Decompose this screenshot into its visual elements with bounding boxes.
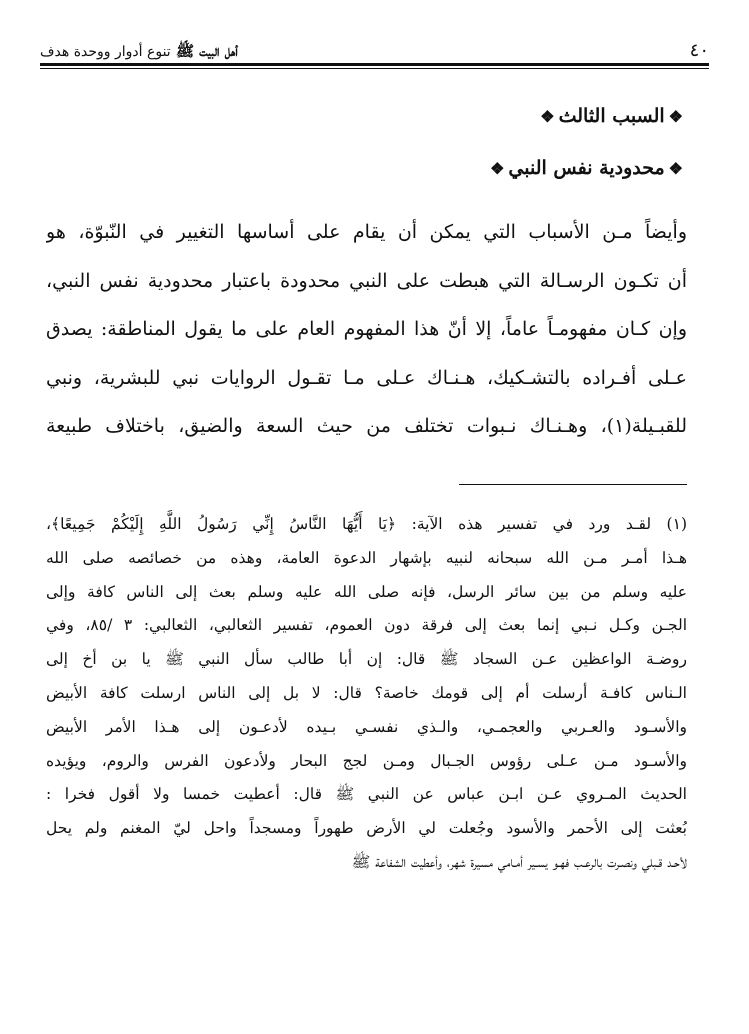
footnote-line: الـناس كافـة أرسلت أم إلى قومك خاصة؟ قال: لا بل إلى الناس ارسلت كافة الأبيض: [46, 683, 687, 702]
page-number: ٤٠: [689, 40, 709, 61]
heading-text: محدودية نفس النبي: [508, 157, 665, 179]
footnote-line: والأسـود مـن عـلى رؤوس الجـبال ومـن لجج البحار ولأدعون الفرس والروم، ويؤيده: [46, 751, 687, 770]
footnote-line: بُعثت إلى الأحمر والأسود وجُعلت لي الأرض طهوراً ومسجداً واحل ليّ المغنم ولم يحل: [46, 819, 687, 838]
running-title-main: أهل البيت ﷺ: [175, 42, 238, 60]
running-header: [40, 34, 709, 62]
footnote-line: (١) لقـد ورد في تفسير هذه الآية: ﴿يَا أَيُّهَا النَّاسُ إِنِّي رَسُولُ اللَّهِ إِلَيْكُمْ جَمِيعًا﴾،: [46, 515, 687, 533]
section-heading-limited-soul: [486, 154, 687, 183]
running-title-sub: تنوع أدوار ووحدة هدف: [40, 44, 171, 60]
footnote-separator: [459, 484, 687, 485]
footnote-line: عليه وسلم من بين سائر الرسل، فإنه صلى الله عليه وسلم بعث إلى الناس كافة وإلى: [46, 582, 687, 601]
running-title: [40, 41, 238, 62]
footnote-line: الجـن وكـل نـبي إنما بعث إلى فرقة دون العموم، تفسير الثعالبي، الثعالبي: ٣ /٨٥، وفي: [46, 616, 687, 635]
header-rule: [40, 63, 709, 69]
body-paragraph: [46, 208, 687, 451]
heading-text: السبب الثالث: [558, 105, 665, 127]
body-line: وإن كـان مفهومـاً عاماً، إلا أنّ هذا المفهوم العام على ما يقول المناطقة: يصدق: [46, 318, 687, 340]
footnote: [46, 508, 687, 880]
footnote-line: الحديث المـروي عـن ابـن عباس عن النبي ﷺ قال: أعطيت خمسا ولا أقول فخرا :: [46, 785, 687, 804]
body-line: عـلى أفـراده بالتشـكيك، هـنـاك عـلى مـا تقـول الروايات نبي للبشرية، ونبي: [46, 366, 687, 389]
diamond-ornament-icon: ❖: [490, 159, 505, 178]
section-heading-reason-three: [536, 102, 687, 131]
diamond-ornament-icon: ❖: [668, 159, 683, 178]
body-line: وأيضاً مـن الأسباب التي يمكن أن يقام على أساسها التغيير في النّبوّة، هو: [46, 221, 687, 243]
body-line: للقبـيلة(١)، وهـنـاك نـبوات تختلف من حيث السعة والضيق، باختلاف طبيعة: [46, 415, 687, 437]
footnote-line: هـذا أمـر مـن الله سبحانه لنبيه بإشهار الدعوة العامة، وهذه من خصائصه صلى الله: [46, 548, 687, 567]
diamond-ornament-icon: ❖: [668, 107, 683, 126]
body-line: أن تكـون الرسـالة التي هبطت على النبي محدودة باعتبار محدودية نفس النبي،: [46, 269, 687, 292]
diamond-ornament-icon: ❖: [540, 107, 555, 126]
footnote-line: والأسـود والعـربي والعجمـي، والـذي نفسـي بـيده لأدعـون إلى هـذا الأمر الأبيض: [46, 717, 687, 736]
footnote-line: لأحـد قـبلي ونصـرت بالرعـب فهـو يسـير أمـامي مسيرة شهر، وأعطيت الشفاعة ﷺ: [351, 852, 687, 871]
footnote-line: روضـة الواعظين عـن السجاد ﷺ قال: إن أبا طالب سأل النبي ﷺ يا بن أخ إلى: [46, 650, 687, 669]
